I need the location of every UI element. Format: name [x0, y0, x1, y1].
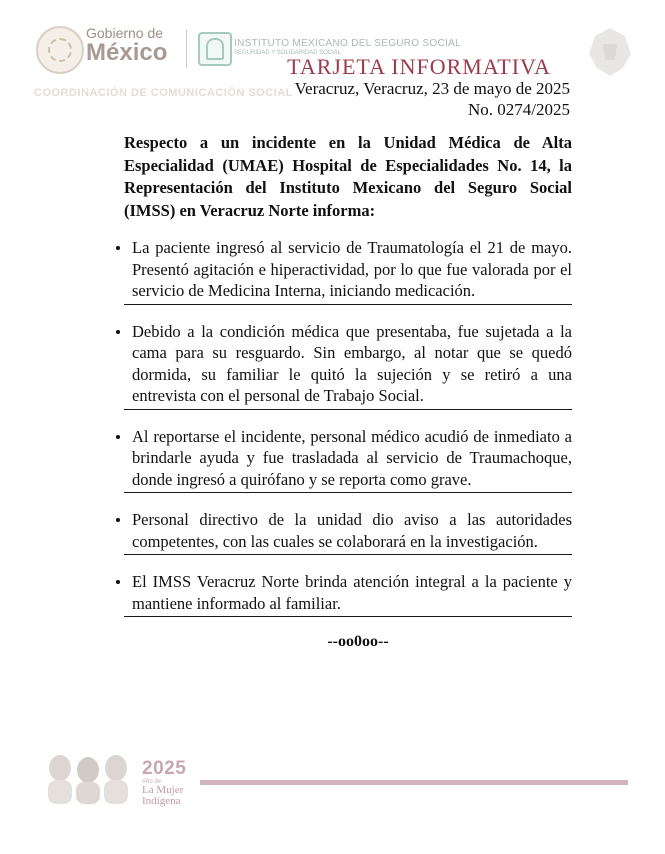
list-item [124, 509, 572, 555]
national-emblem-logo [36, 26, 84, 74]
list-item-text: La paciente ingresó al servicio de Traumatología el 21 de mayo. Presentó agitación e hiperactividad, por lo que fue valorada por el servicio de Medicina Interna, iniciando medicación. [132, 238, 572, 300]
closing-mark: --oo0oo-- [327, 633, 389, 650]
logo-divider [186, 30, 187, 68]
bullet-icon [116, 580, 120, 584]
footer-slogan-line2: Indígena [142, 795, 181, 807]
eagle-watermark-icon [585, 24, 635, 80]
imss-logo-icon [198, 32, 232, 66]
bullet-icon [116, 518, 120, 522]
gobierno-line1: Gobierno de [86, 25, 164, 41]
women-portraits-icon [40, 746, 136, 806]
document-body [124, 132, 572, 651]
document-type-title: TARJETA INFORMATIVA [287, 54, 551, 79]
list-item [124, 426, 572, 494]
document-header [0, 0, 665, 119]
list-item-text: El IMSS Veracruz Norte brinda atención integral a la paciente y mantiene informado al familiar. [132, 572, 572, 613]
intro-paragraph: Respecto a un incidente en la Unidad Médica de Alta Especialidad (UMAE) Hospital de Especialidades No. 14, la Representación del Instituto Mexicano del Seguro Social (IMSS) en Veracruz Norte informa: [124, 133, 572, 220]
bullet-icon [116, 330, 120, 334]
imss-name: INSTITUTO MEXICANO DEL SEGURO SOCIAL [234, 38, 461, 49]
gobierno-line2: México [86, 39, 168, 66]
gobierno-de-mexico-logo [86, 26, 167, 65]
footer-divider [200, 780, 628, 785]
document-number: No. 0274/2025 [468, 100, 570, 119]
department-label: COORDINACIÓN DE COMUNICACIÓN SOCIAL [34, 87, 293, 99]
bullet-icon [116, 246, 120, 250]
footer-year-caption: Año de [142, 779, 162, 785]
footer-slogan [142, 785, 183, 807]
list-item [124, 321, 572, 410]
list-item-text: Debido a la condición médica que presentaba, fue sujetada a la cama para su resguardo. Sin embargo, al notar que se quedó dormida, su familiar le quitó la sujeción y se retiró a una entrevista con el personal de Trabajo Social. [132, 321, 572, 405]
document-footer [0, 740, 665, 820]
footer-year: 2025 [142, 758, 187, 779]
list-item [124, 237, 572, 305]
bullet-icon [116, 435, 120, 439]
location-date: Veracruz, Veracruz, 23 de mayo de 2025 [294, 79, 570, 98]
list-item-text: Personal directivo de la unidad dio aviso a las autoridades competentes, con las cuales se colaborará en la investigación. [132, 510, 572, 551]
imss-tagline: SEGURIDAD Y SOLIDARIDAD SOCIAL [234, 49, 342, 56]
document-meta [295, 78, 570, 120]
list-item-text: Al reportarse el incidente, personal médico acudió de inmediato a brindarle ayuda y fue trasladada al servicio de Traumachoque, donde ingresó a quirófano y se reporta como grave. [132, 426, 572, 489]
footer-slogan-line1: La Mujer [142, 784, 184, 796]
bullet-list [124, 237, 572, 617]
list-item [124, 571, 572, 617]
